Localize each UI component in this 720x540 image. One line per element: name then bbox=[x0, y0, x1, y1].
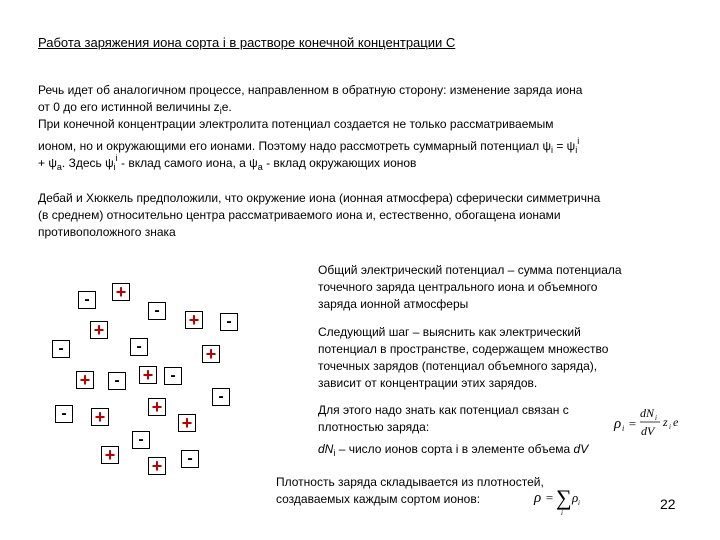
negative-ion: - bbox=[148, 302, 166, 320]
bottom-line: создаваемых каждым сортом ионов: bbox=[276, 492, 481, 506]
intro-line: + $\psi_a$. Здесь $\psi_i^i$ - вклад самого иона, а $\psi_a$ - вклад окружающих ионов bbox=[38, 153, 417, 172]
negative-ion: - bbox=[55, 405, 73, 423]
intro-line: от 0 до его истинной величины $z_ie$. bbox=[38, 100, 232, 116]
svg-text:=: = bbox=[545, 490, 554, 505]
svg-text:e: e bbox=[673, 415, 679, 429]
right-line: заряда ионной атмосферы bbox=[318, 297, 469, 311]
svg-text:dN: dN bbox=[640, 406, 655, 420]
svg-text:∑: ∑ bbox=[556, 485, 572, 510]
right-line: $dN_i$ – число ионов сорта i в элементе объема dV bbox=[318, 442, 589, 458]
svg-text:ρ: ρ bbox=[572, 490, 579, 505]
positive-ion: + bbox=[90, 321, 108, 339]
svg-text:z: z bbox=[663, 415, 668, 429]
intro-line: ионом, но и окружающими его ионами. Поэтому надо рассмотреть суммарный потенциал $\psi_i = \psi_i^i$ bbox=[38, 136, 580, 155]
svg-text:i: i bbox=[561, 509, 563, 517]
positive-ion: + bbox=[148, 457, 166, 475]
negative-ion: - bbox=[181, 450, 199, 468]
svg-text:ρ: ρ bbox=[614, 416, 622, 432]
negative-ion: - bbox=[212, 388, 230, 406]
positive-ion: + bbox=[76, 371, 94, 389]
negative-ion: - bbox=[52, 340, 70, 358]
positive-ion: + bbox=[112, 283, 130, 301]
charge-density-formula bbox=[612, 402, 684, 440]
negative-ion: - bbox=[220, 313, 238, 331]
positive-ion: + bbox=[148, 398, 166, 416]
right-line: точечного заряда центрального иона и объемного bbox=[318, 280, 598, 294]
positive-ion: + bbox=[139, 366, 157, 384]
svg-text:i: i bbox=[578, 499, 580, 507]
svg-text:i: i bbox=[669, 423, 671, 431]
svg-text:=: = bbox=[628, 416, 637, 431]
negative-ion: - bbox=[108, 372, 126, 390]
positive-ion: + bbox=[101, 446, 119, 464]
right-line: Для этого надо знать как потенциал связан с bbox=[318, 403, 569, 417]
svg-text:i: i bbox=[622, 424, 625, 433]
positive-ion: + bbox=[178, 414, 196, 432]
negative-ion: - bbox=[132, 431, 150, 449]
intro-line: При конечной концентрации электролита потенциал создается не только рассматриваемым bbox=[38, 117, 554, 131]
bottom-line: Плотность заряда складывается из плотностей, bbox=[276, 475, 544, 489]
page-number: 22 bbox=[660, 496, 676, 512]
svg-text:i: i bbox=[655, 414, 657, 422]
page-title: Работа заряжения иона сорта i в растворе конечной концентрации С bbox=[38, 35, 456, 50]
positive-ion: + bbox=[91, 408, 109, 426]
positive-ion: + bbox=[202, 345, 220, 363]
dh-line: Дебай и Хюккель предположили, что окружение иона (ионная атмосфера) сферически симметрична bbox=[38, 191, 601, 205]
svg-text:dV: dV bbox=[641, 424, 655, 438]
positive-ion: + bbox=[185, 311, 203, 329]
dh-line: (в среднем) относительно центра рассматриваемого иона и, естественно, обогащена ионами bbox=[38, 208, 561, 222]
right-line: Общий электрический потенциал – сумма потенциала bbox=[318, 263, 622, 277]
density-sum-formula bbox=[532, 480, 582, 518]
dh-line: противоположного знака bbox=[38, 225, 176, 239]
negative-ion: - bbox=[130, 338, 148, 356]
right-line: потенциал в пространстве, содержащем множество bbox=[318, 342, 609, 356]
right-line: точечных зарядов (потенциал объемного заряда), bbox=[318, 359, 598, 373]
right-line: плотностью заряда: bbox=[318, 420, 430, 434]
intro-line: Речь идет об аналогичном процессе, направленном в обратную сторону: изменение заряда иона bbox=[38, 83, 583, 97]
negative-ion: - bbox=[78, 291, 96, 309]
negative-ion: - bbox=[164, 367, 182, 385]
right-line: зависит от концентрации этих зарядов. bbox=[318, 376, 538, 390]
right-line: Следующий шаг – выяснить как электрический bbox=[318, 325, 581, 339]
svg-text:ρ: ρ bbox=[534, 490, 542, 506]
